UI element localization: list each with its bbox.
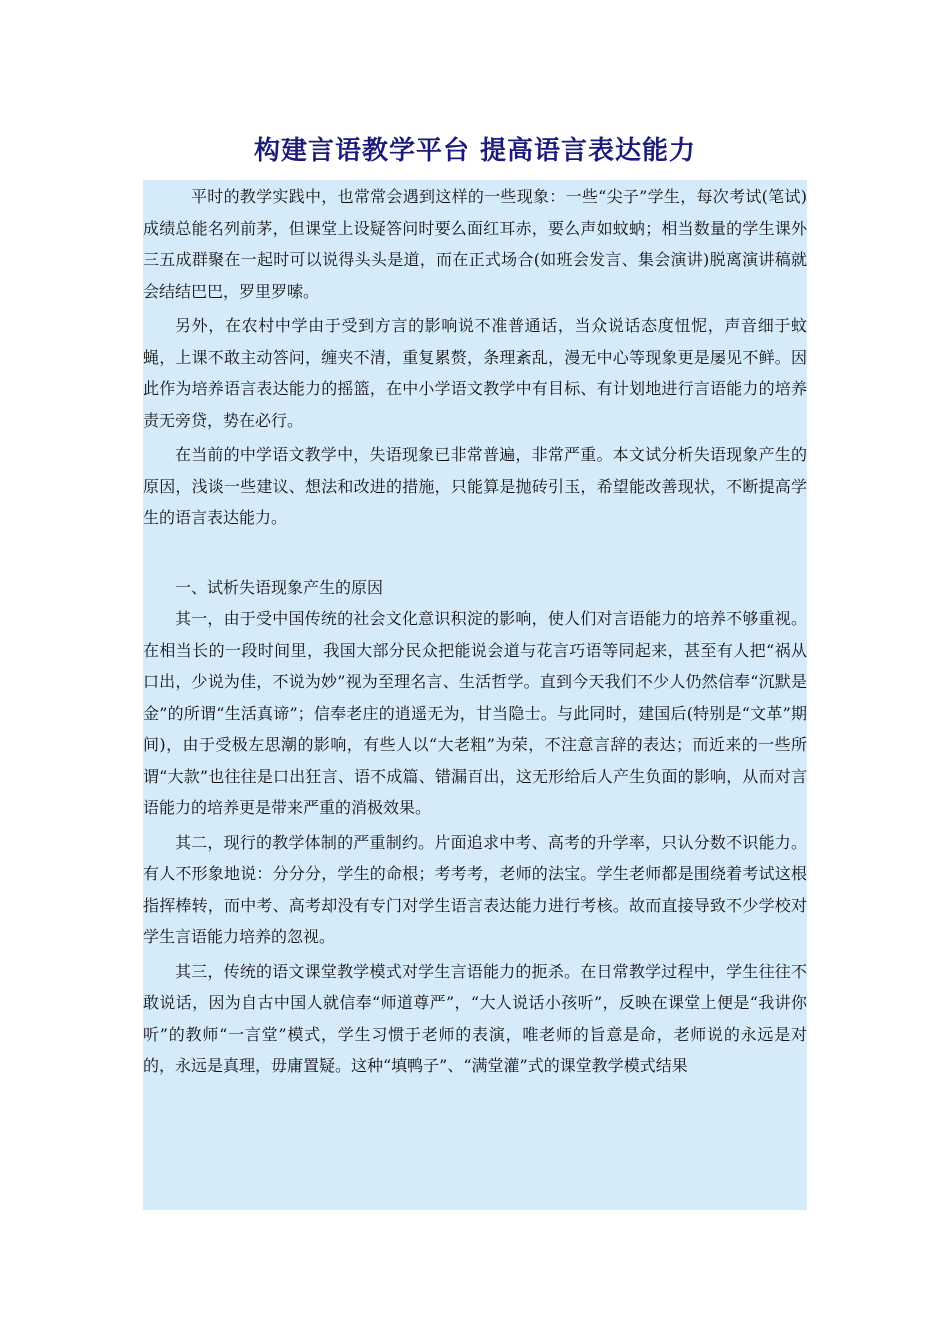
section-heading: 一、试析失语现象产生的原因 — [175, 577, 384, 597]
paragraph-thesis: 在当前的中学语文教学中，失语现象已非常普遍，非常严重。本文试分析失语现象产生的原因，浅谈一些建议、想法和改进的措施，只能算是抛砖引玉，希望能改善现状，不断提高学生的语言表达能力。 — [143, 445, 807, 527]
paragraph-intro: 平时的教学实践中，也常常会遇到这样的一些现象：一些“尖子”学生，每次考试(笔试)成绩总能名列前茅，但课堂上设疑答问时要么面红耳赤，要么声如蚊蚋；相当数量的学生课外三五成群聚在一起时可以说得头头是道，而在正式场合(如班会发言、集会演讲)脱离演讲稿就会结结巴巴，罗里罗嗦。 — [143, 187, 807, 301]
document-body — [143, 180, 807, 1210]
paragraph-dialect: 另外，在农村中学由于受到方言的影响说不准普通话，当众说话态度忸怩，声音细于蚊蝇，上课不敢主动答问，缠夹不清，重复累赘，条理紊乱，漫无中心等现象更是屡见不鲜。因此作为培养语言表达能力的摇篮，在中小学语文教学中有目标、有计划地进行言语能力的培养责无旁贷，势在必行。 — [143, 316, 807, 430]
paragraph-reason-1: 其一，由于受中国传统的社会文化意识积淀的影响，使人们对言语能力的培养不够重视。在相当长的一段时间里，我国大部分民众把能说会道与花言巧语等同起来，甚至有人把“祸从口出，少说为佳，不说为妙”视为至理名言、生活哲学。直到今天我们不少人仍然信奉“沉默是金”的所谓“生活真谛”；信奉老庄的逍遥无为，甘当隐士。与此同时，建国后(特别是“文革”期间)，由于受极左思潮的影响，有些人以“大老粗”为荣，不注意言辞的表达；而近来的一些所谓“大款”也往往是口出狂言、语不成篇、错漏百出，这无形给后人产生负面的影响，从而对言语能力的培养更是带来严重的消极效果。 — [143, 609, 807, 817]
page-title: 构建言语教学平台 提高语言表达能力 — [253, 136, 697, 166]
paragraph-reason-3: 其三，传统的语文课堂教学模式对学生言语能力的扼杀。在日常教学过程中，学生往往不敢说话，因为自古中国人就信奉“师道尊严”，“大人说话小孩听”，反映在课堂上便是“我讲你听”的教师“一言堂”模式，学生习惯于老师的表演，唯老师的旨意是命，老师说的永远是对的，永远是真理，毋庸置疑。这种“填鸭子”、“满堂灌”式的课堂教学模式结果 — [143, 961, 807, 1075]
paragraph-reason-2: 其二，现行的教学体制的严重制约。片面追求中考、高考的升学率，只认分数不识能力。有人不形象地说：分分分，学生的命根；考考考，老师的法宝。学生老师都是围绕着考试这根指挥棒转，而中考、高考却没有专门对学生语言表达能力进行考核。故而直接导致不少学校对学生言语能力培养的忽视。 — [143, 832, 807, 946]
